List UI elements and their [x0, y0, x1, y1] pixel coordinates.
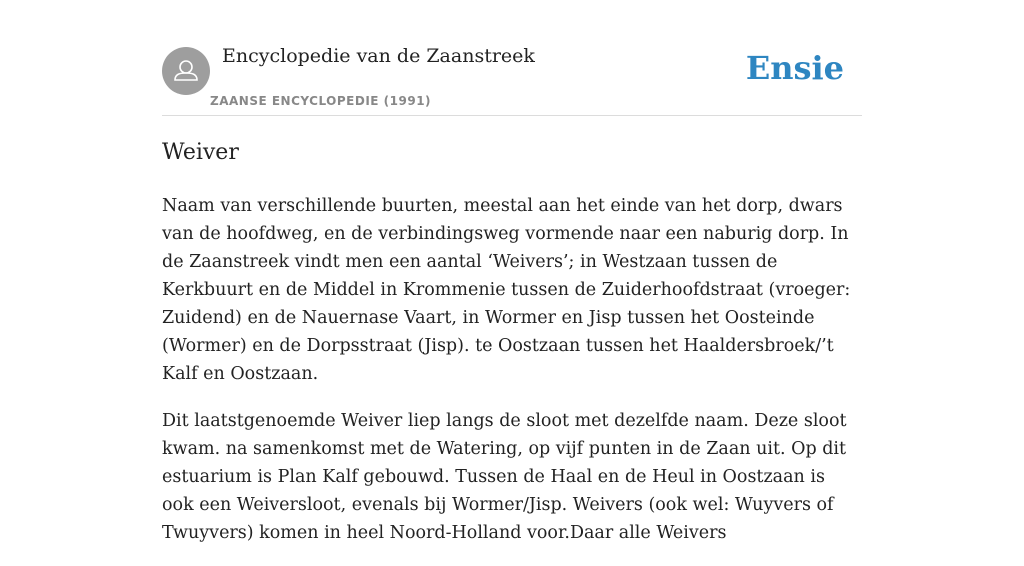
source-title-link[interactable]: Encyclopedie van de Zaanstreek	[222, 45, 535, 67]
entry-paragraph-2: Dit laatstgenoemde Weiver liep langs de sloot met dezelfde naam. Deze sloot kwam. na samenkomst met de Watering, op vijf punten in de Zaan uit. Op dit estuarium is Plan Kalf gebouwd. Tussen de Haal en de Heul in Oostzaan is ook een Weiversloot, evenals bij Wormer/Jisp. Weivers (ook wel: Wuyvers of Twuyvers) komen in heel Noord-Holland voor.Daar alle Weivers	[162, 411, 847, 543]
person-icon	[162, 47, 210, 95]
source-header	[162, 0, 862, 116]
entry-paragraph-1: Naam van verschillende buurten, meestal aan het einde van het dorp, dwars van de hoofdweg, en de verbindingsweg vormende naar een naburig dorp. In de Zaanstreek vindt men een aantal ‘Weivers’; in Westzaan tussen de Kerkbuurt en de Middel in Krommenie tussen de Zuiderhoofdstraat (vroeger: Zuidend) en de Nauernase Vaart, in Wormer en Jisp tussen het Oosteinde (Wormer) en de Dorpsstraat (Jisp). te Oostzaan tussen het Haaldersbroek/’t Kalf en Oostzaan.	[162, 196, 851, 384]
user-avatar-icon[interactable]	[162, 47, 210, 95]
brand-logo-link[interactable]: Ensie	[745, 49, 844, 87]
entry-body	[162, 192, 862, 566]
source-subtitle: ZAANSE ENCYCLOPEDIE (1991)	[210, 94, 432, 108]
entry-title: Weiver	[162, 140, 239, 165]
